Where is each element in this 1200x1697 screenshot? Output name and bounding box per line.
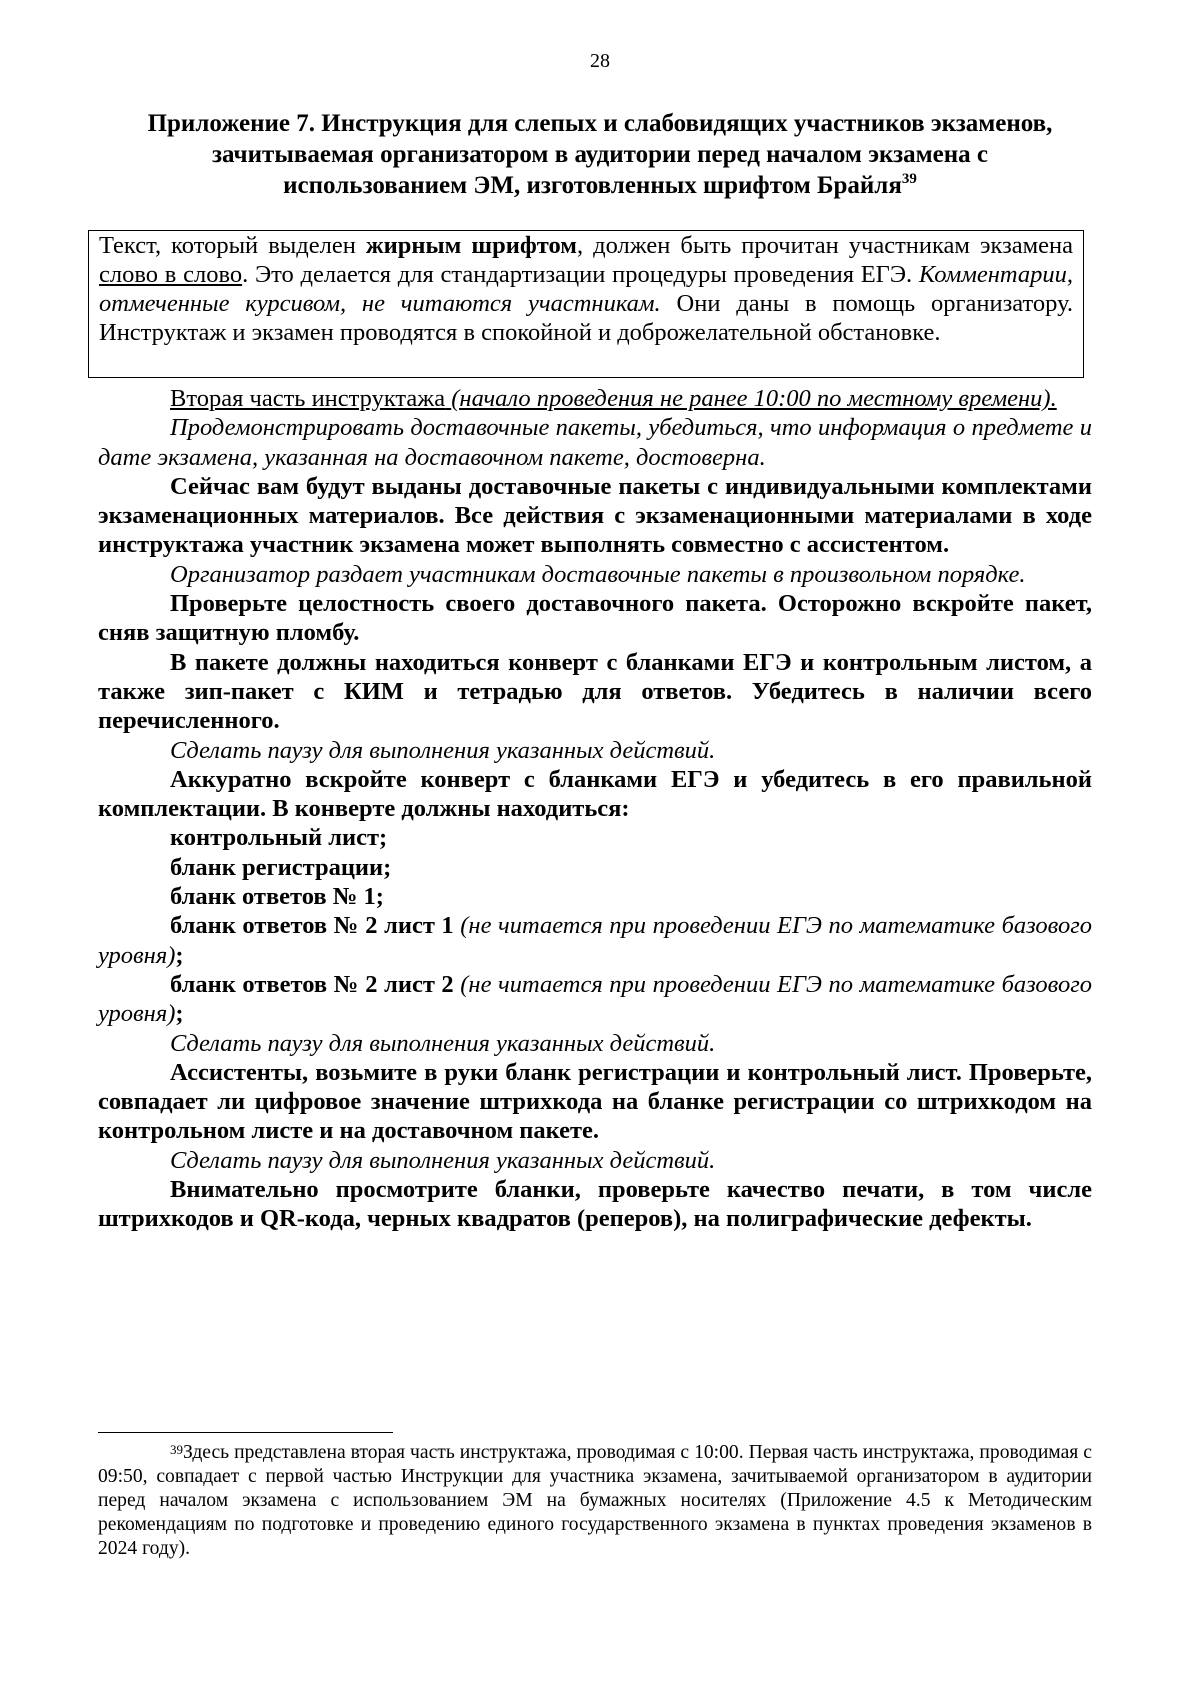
organizer-note-pause-2: Сделать паузу для выполнения указанных действий. [170,1029,716,1057]
title-line-1: Приложение 7. Инструкция для слепых и слабовидящих участников экзаменов, [147,110,1053,137]
appendix-title [100,108,1100,201]
notice-text-3: . Это делается для стандартизации процедуры проведения ЕГЭ. [242,261,919,288]
envelope-list-item: контрольный лист; [170,824,388,852]
part-heading [98,384,1092,413]
title-line-3 [100,170,1100,201]
envelope-list-item: бланк регистрации; [170,853,392,881]
list-item-4-text: бланк ответов № 2 лист 1 [170,912,454,940]
organizer-note-demo: Продемонстрировать доставочные пакеты, убедиться, что информация о предмете и дате экзамена, указанная на доставочном пакете, достоверна. [98,414,1092,471]
title-line-3-text: использованием ЭМ, изготовленных шрифтом Брайля [283,172,902,199]
notice-bold-text: жирным шрифтом [365,232,577,259]
envelope-list-item [98,970,1092,1029]
part-heading-time-note: (начало проведения не ранее 10:00 по местному времени). [451,385,1057,412]
organizer-note-distribute: Организатор раздает участникам доставочные пакеты в произвольном порядке. [170,560,1026,588]
reading-rules-text [99,231,1073,347]
list-item-5-note: (не читается при проведении ЕГЭ по математике базового уровня) [98,970,1092,1028]
page-number: 28 [590,50,610,72]
footnote-number: 39 [170,1442,183,1457]
footnote-reference[interactable]: 39 [901,171,917,187]
organizer-note-pause-3: Сделать паузу для выполнения указанных действий. [170,1146,716,1174]
list-item-5-semicolon: ; [175,1000,184,1028]
part-heading-text: Вторая часть инструктажа [170,385,446,412]
list-item-4-note: (не читается при проведении ЕГЭ по математике базового уровня) [98,912,1092,969]
organizer-note-pause-1: Сделать паузу для выполнения указанных действий. [170,736,716,764]
envelope-list-item: бланк ответов № 1; [170,883,384,911]
reading-rules-box [88,230,1084,378]
footnote [98,1441,1092,1561]
footnote-text: Здесь представлена вторая часть инструктажа, проводимая с 10:00. Первая часть инструктажа, проводимая с 09:50, совпадает с первой частью Инструкции для участника экзамена, зачитываемой организатором в аудитории перед началом экзамена с использованием ЭМ на бумажных носителях (Приложение 4.5 к Методическим рекомендациям по подготовке и проведению единого государственного экзамена в пунктах проведения экзаменов в 2024 году). [98,1442,1092,1559]
list-item-4-semicolon: ; [175,941,184,969]
list-item-5-text: бланк ответов № 2 лист 2 [170,970,454,998]
read-aloud-paragraph-6: Внимательно просмотрите бланки, проверьте качество печати, в том числе штрихкодов и QR-кода, черных квадратов (реперов), на полиграфические дефекты. [98,1176,1092,1233]
instruction-body [98,384,1092,1234]
envelope-list-item [98,911,1092,970]
read-aloud-paragraph-1: Сейчас вам будут выданы доставочные пакеты с индивидуальными комплектами экзаменационных материалов. Все действия с экзаменационными материалами в ходе инструктажа участник экзамена может выполнять совместно с ассистентом. [98,472,1092,559]
read-aloud-paragraph-4: Аккуратно вскройте конверт с бланками ЕГЭ и убедитесь в его правильной комплектации. В конверте должны находиться: [98,765,1092,823]
read-aloud-paragraph-3: В пакете должны находиться конверт с бланками ЕГЭ и контрольным листом, а также зип-пакет с КИМ и тетрадью для ответов. Убедитесь в наличии всего перечисленного. [98,648,1092,735]
read-aloud-paragraph-5: Ассистенты, возьмите в руки бланк регистрации и контрольный лист. Проверьте, совпадает ли цифровое значение штрихкода на бланке регистрации со штрихкодом на контрольном листе и на доставочном пакете. [98,1058,1092,1145]
notice-text-1: Текст, который выделен [99,232,366,259]
notice-underlined-text: слово в слово [99,261,243,288]
read-aloud-paragraph-2: Проверьте целостность своего доставочного пакета. Осторожно вскройте пакет, сняв защитную пломбу. [98,590,1092,647]
footnote-divider [98,1432,393,1433]
notice-text-2: , должен быть прочитан участникам экзамена [576,232,1074,259]
title-line-2: зачитываемая организатором в аудитории перед началом экзамена с [212,141,988,168]
notice-text-4: Они даны в помощь организатору. Инструктаж и экзамен проводятся в спокойной и доброжелательной обстановке. [99,290,1074,346]
notice-italic-text: Комментарии, отмеченные курсивом, не читаются участникам. [99,261,1073,317]
